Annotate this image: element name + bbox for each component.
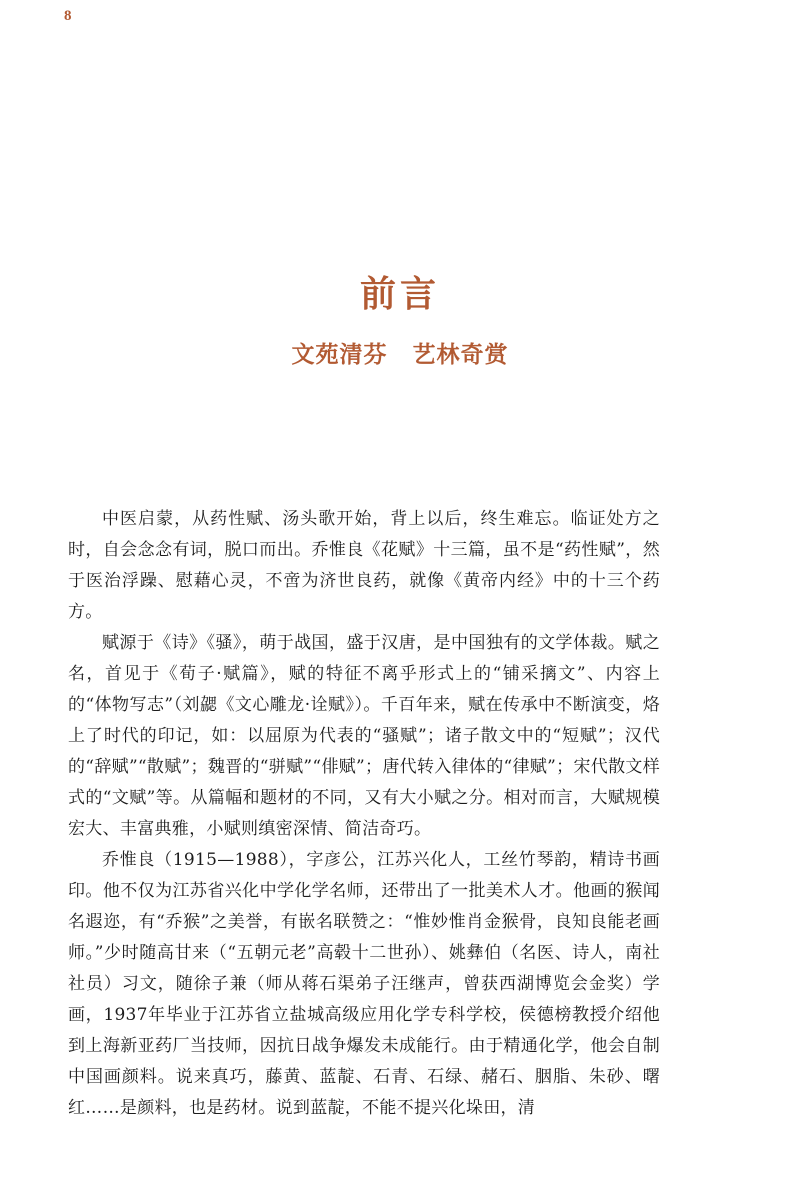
page-title: 前言 — [359, 273, 440, 315]
paragraph: 中医启蒙，从药性赋、汤头歌开始，背上以后，终生难忘。临证处方之时，自会念念有词，脱口而出。乔惟良《花赋》十三篇，虽不是“药性赋”，然于医治浮躁、慰藉心灵，不啻为济世良药，就像《黄帝内经》中的十三个药方。 — [68, 509, 660, 622]
page-number: 8 — [64, 8, 72, 24]
body-text — [68, 504, 660, 1124]
paragraph: 赋源于《诗》《骚》，萌于战国，盛于汉唐，是中国独有的文学体裁。赋之名，首见于《荀子·赋篇》，赋的特征不离乎形式上的“铺采摛文”、内容上的“体物写志”（刘勰《文心雕龙·诠赋》）。千百年来，赋在传承中不断演变，烙上了时代的印记，如：以屈原为代表的“骚赋”；诸子散文中的“短赋”；汉代的“辞赋”“散赋”；魏晋的“骈赋”“俳赋”；唐代转入律体的“律赋”；宋代散文样式的“文赋”等。从篇幅和题材的不同，又有大小赋之分。相对而言，大赋规模宏大、丰富典雅，小赋则缜密深情、简洁奇巧。 — [68, 633, 660, 839]
subtitle-part: 艺林奇赏 — [412, 341, 509, 368]
paragraph: 乔惟良（1915—1988），字彦公，江苏兴化人，工丝竹琴韵，精诗书画印。他不仅为江苏省兴化中学化学名师，还带出了一批美术人才。他画的猴闻名遐迩，有“乔猴”之美誉，有嵌名联赞之：“惟妙惟肖金猴骨，良知良能老画师。”少时随高甘来（“五朝元老”高毂十二世孙）、姚彝伯（名医、诗人，南社社员）习文，随徐子兼（师从蒋石渠弟子汪继声，曾获西湖博览会金奖）学画，1937年毕业于江苏省立盐城高级应用化学专科学校，侯德榜教授介绍他到上海新亚药厂当技师，因抗日战争爆发未成能行。由于精通化学，他会自制中国画颜料。说来真巧，藤黄、蓝靛、石青、石绿、赭石、胭脂、朱砂、曙红……是颜料，也是药材。说到蓝靛，不能不提兴化垛田，清 — [68, 850, 660, 1118]
subtitle-part: 文苑清芬 — [291, 341, 388, 368]
page-subtitle — [0, 336, 800, 369]
